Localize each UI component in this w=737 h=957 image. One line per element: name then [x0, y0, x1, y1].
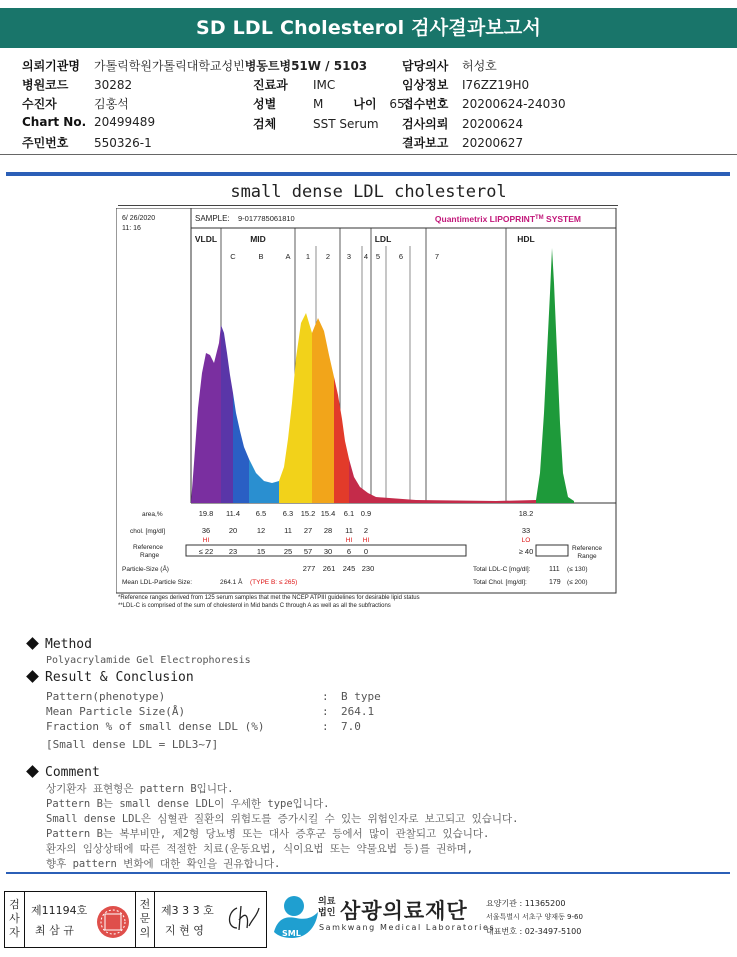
field-label: 접수번호 [402, 97, 449, 111]
field-label: 결과보고 [402, 136, 449, 150]
brand-suffix: SYSTEM [543, 214, 581, 224]
field-value: 550326-1 [94, 136, 152, 150]
ref-range-right: Range [577, 553, 597, 560]
result-heading-text: Result & Conclusion [45, 670, 194, 685]
result-label: Pattern(phenotype) [46, 690, 166, 703]
chol-value: 33 [521, 526, 531, 535]
diamond-bullet-icon [26, 765, 39, 778]
group-label-mid: MID [250, 234, 266, 244]
field-value: 가톨릭학원가톨릭대학교성빈 [94, 59, 245, 73]
comment-line: Small dense LDL은 심혈관 질환의 위험도를 증가시킬 수 있는 위험인자로 보고되고 있습니다. [46, 813, 519, 825]
footnote: **LDL-C is comprised of the sum of cholesterol in Mid bands C through A as well as all the subfractions [118, 603, 391, 608]
size-row-label: Particle-Size (Å) [122, 566, 169, 573]
band-label: C [230, 252, 236, 261]
age-value: 65 [389, 97, 405, 111]
area-value: 19.8 [198, 509, 214, 518]
patient-field [22, 76, 132, 93]
org-name-en: Samkwang Medical Laboratories [319, 923, 496, 932]
patient-field [402, 134, 523, 151]
sample-date: 6/ 26/2020 [122, 215, 156, 222]
chol-value: 11 [284, 526, 292, 535]
divider [118, 205, 618, 206]
field-label: Chart No. [22, 115, 87, 129]
field-value: 허성호 [462, 59, 497, 73]
total-ldl-value: 111 [549, 566, 560, 573]
comment-heading-text: Comment [45, 765, 100, 780]
band-label: 5 [375, 252, 381, 261]
group-label-hdl: HDL [517, 234, 535, 244]
field-label: 검체 [253, 117, 277, 131]
patient-field [402, 57, 497, 74]
chart-section-title: small dense LDL cholesterol [230, 182, 507, 202]
area-value: 11.4 [225, 509, 241, 518]
field-label: 성별 [253, 97, 277, 111]
ref-value: 25 [283, 547, 293, 556]
patient-field [253, 76, 335, 93]
band-label: B [258, 252, 264, 261]
flag-lo: LO [521, 537, 531, 544]
lipoprint-chart [116, 208, 620, 608]
patient-field [253, 95, 405, 112]
result-label: Fraction % of small dense LDL (%) [46, 720, 265, 733]
result-label: Mean Particle Size(Å) [46, 705, 186, 718]
method-heading-text: Method [45, 637, 92, 652]
ref-value: 30 [323, 547, 333, 556]
result-value: 7.0 [341, 720, 361, 733]
logo-text: SML [282, 929, 301, 938]
total-ldl-ref: (≤ 130) [567, 566, 588, 573]
field-value: 김홍석 [94, 97, 129, 111]
comment-line: 환자의 임상상태에 따른 적절한 치료(운동요법, 식이요법 또는 약물요법 등)를 권하며, [46, 843, 474, 855]
field-label: 검사의뢰 [402, 117, 449, 131]
sample-id: 9-017785061810 [238, 214, 295, 223]
field-label: 주민번호 [22, 136, 69, 150]
ref-value: ≥ 40 [518, 547, 534, 556]
ref-row-label: Reference [133, 544, 163, 551]
group-label-vldl: VLDL [194, 234, 218, 244]
patient-field [253, 115, 379, 132]
chol-value: 11 [345, 526, 353, 535]
total-chol-label: Total Chol. [mg/dl]: [473, 579, 527, 586]
field-value: 20200624 [462, 117, 524, 131]
ref-value: 6 [346, 547, 352, 556]
ref-value: 23 [228, 547, 238, 556]
field-value: 30282 [94, 78, 133, 92]
result-value: 264.1 [341, 705, 375, 718]
mean-size-value: 264.1 Å [220, 579, 243, 586]
sample-label: SAMPLE: [195, 214, 230, 223]
patient-field [22, 115, 155, 129]
chol-value: 36 [201, 526, 211, 535]
ref-value: 57 [303, 547, 313, 556]
particle-size-value: 230 [361, 564, 375, 573]
specialist-label: 전문의 [135, 892, 155, 947]
flag-hi: HI [345, 537, 353, 544]
chol-value: 12 [256, 526, 266, 535]
area-value: 15.4 [320, 509, 336, 518]
specialist-name: 지 현 영 [165, 924, 204, 937]
org-code: 요양기관 : 11365200 [486, 899, 566, 908]
particle-size-value: 261 [322, 564, 336, 573]
area-value: 6.5 [255, 509, 267, 518]
signature-box [4, 891, 267, 948]
mean-size-label: Mean LDL-Particle Size: [122, 579, 193, 586]
area-row-label: area,% [142, 511, 163, 518]
method-heading [26, 637, 92, 652]
band-label: 3 [346, 252, 352, 261]
field-value: 20200624-24030 [462, 97, 566, 111]
field-label: 의뢰기관명 [22, 59, 80, 73]
result-note: [Small dense LDL = LDL3~7] [46, 738, 219, 751]
comment-line: 향후 pattern 변화에 대한 확인을 권유합니다. [46, 858, 281, 870]
band-label: 2 [325, 252, 331, 261]
chol-row-label: chol. [mg/dl] [130, 528, 166, 535]
comment-line: Pattern B는 small dense LDL이 우세한 type입니다. [46, 798, 330, 810]
diamond-bullet-icon [26, 637, 39, 650]
specialist-license: 제3 3 3 호 [161, 904, 214, 917]
total-ldl-label: Total LDL-C [mg/dl]: [473, 566, 531, 573]
ref-value: 0 [363, 547, 369, 556]
result-colon: : [322, 705, 329, 718]
field-label: 임상정보 [402, 78, 449, 92]
field-value: I76ZZ19H0 [462, 78, 530, 92]
field-value-cont: 병동트병51W / 5103 [244, 59, 368, 73]
result-colon: : [322, 720, 329, 733]
signature-icon [223, 902, 263, 936]
field-label: 담당의사 [402, 59, 449, 73]
result-colon: : [322, 690, 329, 703]
field-value: IMC [313, 78, 336, 92]
field-value: M [313, 97, 324, 111]
patient-field [402, 115, 523, 132]
age-label: 나이 [353, 97, 377, 111]
chol-value: 2 [363, 526, 369, 535]
comment-line: Pattern B는 복부비만, 제2형 당뇨병 또는 대사 증후군 등에서 많이 관찰되고 있습니다. [46, 828, 490, 840]
particle-size-value: 245 [342, 564, 356, 573]
ref-row-label: Range [140, 552, 160, 559]
comment-line: 상기환자 표현형은 pattern B입니다. [46, 783, 234, 795]
chol-value: 28 [323, 526, 333, 535]
brand-tm: TM [535, 215, 544, 221]
area-value: 18.2 [518, 509, 534, 518]
band-label: 1 [305, 252, 311, 261]
type-tag: (TYPE B: ≤ 265) [250, 579, 298, 586]
field-value: SST Serum [313, 117, 379, 131]
field-label: 진료과 [253, 78, 288, 92]
chol-value: 20 [228, 526, 238, 535]
org-name: 삼광의료재단 [340, 899, 468, 923]
diamond-bullet-icon [26, 670, 39, 683]
field-label: 수진자 [22, 97, 57, 111]
area-value: 6.3 [282, 509, 294, 518]
org-prefix: 의료법인 [318, 897, 336, 918]
area-value: 6.1 [343, 509, 355, 518]
result-value: B type [341, 690, 381, 703]
examiner-name: 최 삼 규 [35, 924, 74, 937]
area-value: 15.2 [300, 509, 316, 518]
band-label: A [285, 252, 291, 261]
method-text: Polyacrylamide Gel Electrophoresis [46, 655, 251, 666]
patient-field [22, 57, 367, 74]
report-title: SD LDL Cholesterol 검사결과보고서 [0, 8, 737, 48]
field-value: 20200627 [462, 136, 524, 150]
flag-hi: HI [362, 537, 370, 544]
ref-value: ≤ 22 [198, 547, 214, 556]
result-heading [26, 670, 194, 685]
total-chol-ref: (≤ 200) [567, 579, 588, 586]
examiner-label: 검사자 [5, 892, 25, 947]
sample-time: 11: 16 [122, 225, 141, 232]
brand-text: Quantimetrix LIPOPRINT™ SYSTEM [434, 214, 581, 224]
field-label: 병원코드 [22, 78, 69, 92]
examiner-seal-icon [95, 904, 131, 940]
examiner-license: 제11194호 [31, 904, 88, 917]
field-value: 20499489 [94, 115, 156, 129]
chol-value: 27 [303, 526, 313, 535]
footnote: *Reference ranges derived from 125 serum samples that met the NCEP ATPIII guidelines for desirable lipid status [118, 595, 420, 601]
patient-field [22, 134, 152, 151]
patient-field [22, 95, 129, 112]
band-label: 6 [398, 252, 404, 261]
ref-value: 15 [256, 547, 266, 556]
ref-range-right: Reference [572, 545, 602, 552]
org-phone: 대표번호 : 02-3497-5100 [486, 927, 582, 936]
area-value: 0.9 [360, 509, 372, 518]
patient-field [402, 95, 566, 112]
band-label: 4 [363, 252, 369, 261]
band-label: 7 [434, 252, 440, 261]
divider [6, 872, 730, 874]
total-chol-value: 179 [549, 579, 561, 586]
patient-field [402, 76, 529, 93]
particle-size-value: 277 [302, 564, 316, 573]
group-label-ldl: LDL [374, 234, 392, 244]
comment-heading [26, 765, 100, 780]
org-address: 서울특별시 서초구 양재동 9-60 [486, 913, 583, 921]
divider [0, 154, 737, 155]
divider [6, 172, 730, 176]
flag-hi: HI [202, 537, 210, 544]
